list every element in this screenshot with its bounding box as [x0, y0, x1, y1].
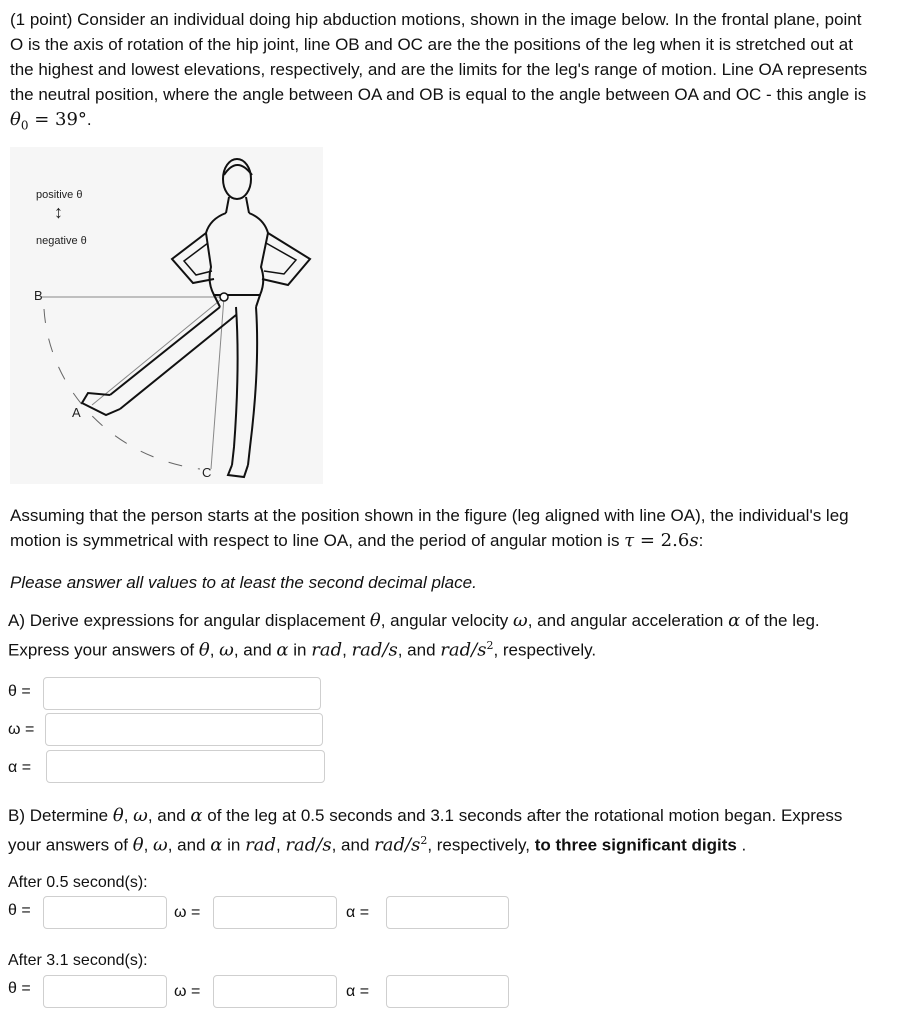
unit-rad-per-s: rad/s [285, 834, 332, 856]
positive-theta-label: positive θ [36, 189, 83, 201]
text: , and [167, 835, 211, 855]
omega-t1-input[interactable] [213, 896, 337, 929]
bold-instruction: to three significant digits [534, 835, 737, 855]
alpha-t2-input[interactable] [386, 975, 509, 1008]
omega-symbol: ω [513, 610, 528, 631]
intro-line: O is the axis of rotation of the hip joint, line OB and OC are the the positions of the leg when it is stretched out at [10, 35, 853, 54]
text: A) Derive expressions for angular displacement [8, 611, 370, 630]
intro-line: the highest and lowest elevations, respectively, and are the limits for the leg's range of motion. Line OA represents [10, 60, 868, 79]
alpha-symbol: α [190, 805, 203, 826]
omega-symbol: ω [133, 805, 148, 826]
period-value: 2.6 [660, 530, 690, 551]
superscript: 2 [486, 639, 494, 652]
text: of the leg. [740, 611, 820, 630]
equals-sign: = [634, 530, 661, 551]
torso [206, 213, 268, 295]
double-arrow-icon: ↕ [54, 202, 63, 222]
part-b-line [8, 803, 894, 828]
standing-leg [232, 307, 257, 465]
line-OA [92, 297, 224, 405]
theta-label: θ = [8, 980, 31, 997]
range-arc [44, 309, 200, 469]
alpha-label: α = [346, 904, 370, 921]
unit-rad-per-s2: rad/s [374, 834, 421, 856]
alpha-symbol: α [728, 610, 741, 631]
text: , and [147, 806, 191, 825]
text: B) Determine [8, 806, 113, 825]
text: , and [397, 640, 441, 660]
part-a-text [8, 608, 894, 663]
theta-symbol: θ [369, 610, 381, 631]
assumption-line [10, 528, 896, 553]
part-b-text [8, 803, 894, 858]
raised-foot [82, 393, 120, 415]
standing-foot [228, 465, 248, 477]
theta-expression-input[interactable] [43, 677, 321, 710]
theta-symbol: θ [198, 639, 210, 661]
point-A-label: A [72, 405, 81, 420]
omega-label: ω = [8, 721, 35, 738]
after-first-time-heading: After 0.5 second(s): [8, 874, 148, 891]
theta-label: θ = [8, 902, 31, 919]
text: , [209, 640, 220, 660]
hip-joint-O [220, 293, 228, 301]
omega-symbol: ω [219, 639, 234, 661]
omega-t2-input[interactable] [213, 975, 337, 1008]
text: , [123, 806, 134, 825]
text: , and [331, 835, 375, 855]
text: your answers of [8, 835, 133, 855]
theta-symbol: θ [10, 109, 21, 130]
text: , respectively, [427, 835, 535, 855]
intro-line: (1 point) Consider an individual doing hip abduction motions, shown in the image below. In the frontal plane, point [10, 10, 862, 29]
alpha-t1-input[interactable] [386, 896, 509, 929]
unit-rad: rad [245, 834, 276, 856]
alpha-symbol: α [210, 834, 223, 856]
precision-note: Please answer all values to at least the second decimal place. [10, 573, 477, 592]
text: , [275, 835, 286, 855]
colon: : [698, 531, 704, 550]
text: in [222, 835, 246, 855]
alpha-label: α = [8, 759, 32, 776]
assumption-text-part: motion is symmetrical with respect to line OA, and the period of angular motion is [10, 531, 625, 550]
text: in [288, 640, 312, 660]
right-arm [262, 233, 310, 285]
alpha-label: α = [346, 983, 370, 1000]
omega-expression-input[interactable] [45, 713, 323, 746]
theta-t2-input[interactable] [43, 975, 167, 1008]
line-OC [211, 297, 224, 469]
omega-label: ω = [174, 904, 201, 921]
assumption-line: Assuming that the person starts at the position shown in the figure (leg aligned with line OA), the individual's leg [10, 506, 849, 525]
text: , angular velocity [380, 611, 514, 630]
point-C-label: C [202, 465, 212, 480]
hip-abduction-figure [10, 147, 323, 484]
text: . [736, 835, 747, 855]
intro-angle [10, 107, 896, 138]
intro-line: the neutral position, where the angle between OA and OB is equal to the angle between OA and OC - this angle is [10, 85, 867, 104]
theta-label: θ = [8, 683, 31, 700]
part-b-line [8, 828, 894, 858]
omega-label: ω = [174, 983, 201, 1000]
tau-symbol: τ [624, 530, 635, 551]
text: Express your answers of [8, 640, 199, 660]
text: of the leg at 0.5 seconds and 3.1 seconds after the rotational motion began. Express [202, 806, 843, 825]
angle-value: 39° [55, 109, 87, 130]
theta-symbol: θ [132, 834, 144, 856]
text: , [342, 640, 352, 660]
period: . [86, 110, 92, 129]
unit-rad: rad [311, 639, 343, 661]
part-a-line [8, 633, 894, 663]
after-second-time-heading: After 3.1 second(s): [8, 952, 148, 969]
text: , and angular acceleration [527, 611, 729, 630]
unit-rad-per-s2: rad/s [440, 639, 487, 661]
theta-symbol: θ [112, 805, 124, 826]
theta-subscript: 0 [20, 118, 29, 133]
text: , and [233, 640, 277, 660]
period-unit: s [689, 530, 699, 551]
superscript: 2 [420, 834, 428, 847]
alpha-expression-input[interactable] [46, 750, 325, 783]
theta-t1-input[interactable] [43, 896, 167, 929]
text: , respectively. [493, 640, 597, 660]
alpha-symbol: α [276, 639, 289, 661]
equals-sign: = [28, 109, 56, 130]
unit-rad-per-s: rad/s [351, 639, 398, 661]
problem-intro [10, 7, 896, 138]
text: , [143, 835, 154, 855]
part-a-line [8, 608, 894, 633]
negative-theta-label: negative θ [36, 235, 87, 247]
assumption-text [10, 503, 896, 553]
point-B-label: B [34, 288, 43, 303]
omega-symbol: ω [153, 834, 168, 856]
